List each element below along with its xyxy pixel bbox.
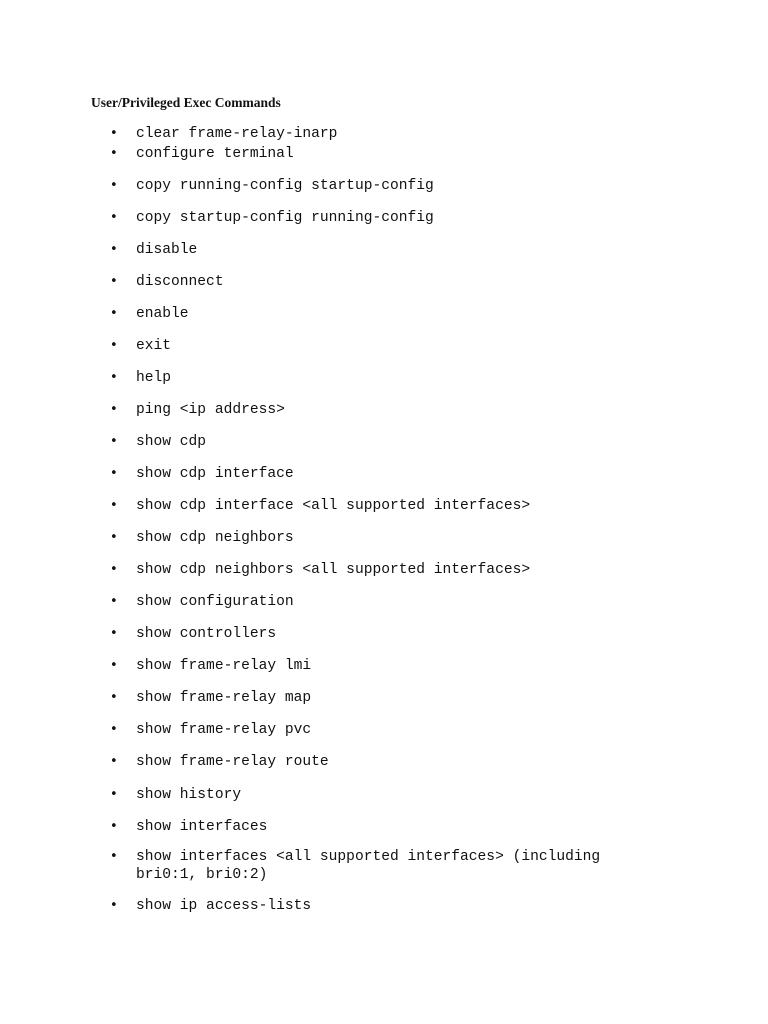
command-text: show cdp [136,434,207,450]
list-item [110,125,650,143]
bullet-icon: • [110,274,118,289]
command-text: show cdp neighbors [136,530,294,546]
command-text: show interfaces <all supported interfaces> (including bri0:1, bri0:2) [136,849,601,883]
command-text: show cdp interface [136,466,294,482]
list-item [110,561,650,579]
command-text: show cdp interface <all supported interfaces> [136,498,531,514]
command-text: copy startup-config running-config [136,210,434,226]
list-item [110,897,650,915]
list-item [110,465,650,483]
bullet-icon: • [110,402,118,417]
list-item [110,689,650,707]
command-text: show frame-relay route [136,754,329,770]
bullet-icon: • [110,210,118,225]
list-item [110,848,650,884]
bullet-icon: • [110,498,118,513]
bullet-icon: • [110,466,118,481]
list-item [110,433,650,451]
bullet-icon: • [110,594,118,609]
list-item [110,818,650,836]
bullet-icon: • [110,530,118,545]
section-heading: User/Privileged Exec Commands [91,95,281,110]
bullet-icon: • [110,819,118,834]
bullet-icon: • [110,787,118,802]
bullet-icon: • [110,126,118,141]
bullet-icon: • [110,306,118,321]
list-item [110,369,650,387]
command-text: show ip access-lists [136,898,312,914]
list-item [110,209,650,227]
list-item [110,337,650,355]
list-item [110,657,650,675]
list-item [110,401,650,419]
bullet-icon: • [110,370,118,385]
list-item [110,241,650,259]
command-text: help [136,370,172,386]
list-item [110,529,650,547]
command-text: disable [136,242,198,258]
command-text: copy running-config startup-config [136,178,434,194]
bullet-icon: • [110,690,118,705]
list-item [110,625,650,643]
list-item [110,753,650,771]
bullet-icon: • [110,146,118,161]
bullet-icon: • [110,562,118,577]
bullet-icon: • [110,338,118,353]
command-text: show configuration [136,594,294,610]
command-text: show interfaces [136,819,268,835]
bullet-icon: • [110,434,118,449]
list-item [110,593,650,611]
bullet-icon: • [110,722,118,737]
list-item [110,786,650,804]
list-item [110,497,650,515]
command-text: ping <ip address> [136,402,285,418]
bullet-icon: • [110,626,118,641]
bullet-icon: • [110,754,118,769]
bullet-icon: • [110,178,118,193]
command-text: disconnect [136,274,224,290]
bullet-icon: • [110,242,118,257]
command-text: show cdp neighbors <all supported interfaces> [136,562,531,578]
bullet-icon: • [110,849,118,864]
command-text: enable [136,306,189,322]
command-text: show frame-relay lmi [136,658,312,674]
command-text: clear frame-relay-inarp [136,126,338,142]
command-text: show controllers [136,626,277,642]
command-text: show frame-relay pvc [136,722,312,738]
list-item [110,177,650,195]
list-item [110,273,650,291]
list-item [110,145,650,163]
command-text: exit [136,338,172,354]
command-text: show history [136,787,242,803]
list-item [110,721,650,739]
list-item [110,305,650,323]
bullet-icon: • [110,658,118,673]
command-text: show frame-relay map [136,690,312,706]
bullet-icon: • [110,898,118,913]
command-text: configure terminal [136,146,294,162]
